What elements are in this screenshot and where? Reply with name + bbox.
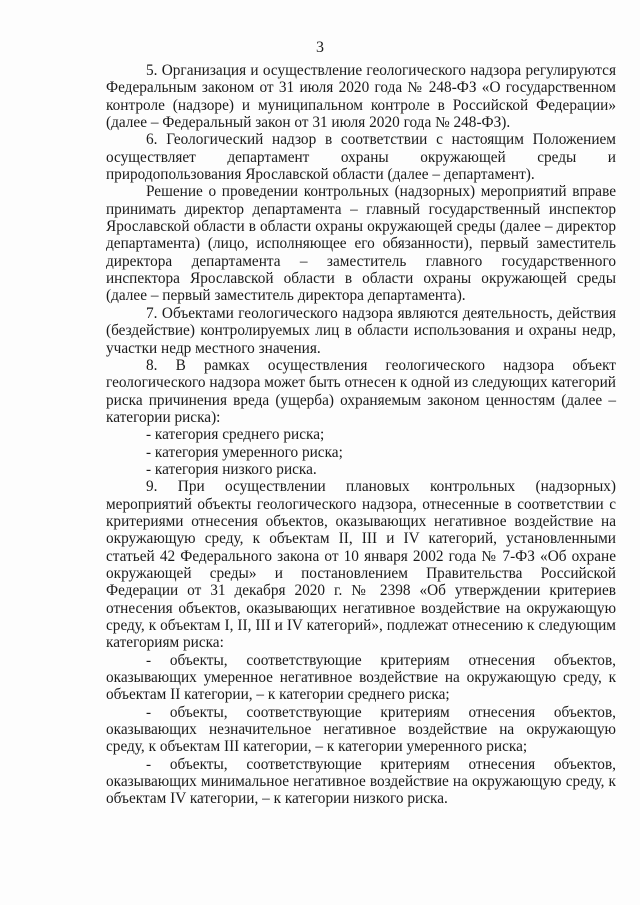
list-item: - категория умеренного риска; [146, 443, 343, 461]
list-item: - объекты, соответствующие критериям отнесения объектов, оказывающих минимальное негативное воздействие на окружающую среду, к объектам IV категории, – к категории низкого риска. [106, 755, 616, 808]
page-number: 3 [316, 39, 324, 56]
paragraph-6: 6. Геологический надзор в соответствии с настоящим Положением осуществляет департамент охраны окружающей среды и природопользования Ярославской области (далее – департамент). [106, 131, 616, 184]
list-item: - объекты, соответствующие критериям отнесения объектов, оказывающих умеренное негативное воздействие на окружающую среду, к объектам II категории, – к категории среднего риска; [106, 651, 616, 704]
paragraph-5: 5. Организация и осуществление геологического надзора регулируются Федеральным законом от 31 июля 2020 года № 248-ФЗ «О государственном контроле (надзоре) и муниципальном контроле в Российской Федерации» (далее – Федеральный закон от 31 июля 2020 года № 248-ФЗ). [106, 62, 616, 132]
paragraph-decision: Решение о проведении контрольных (надзорных) мероприятий вправе принимать директор департамента – главный государственный инспектор Ярославской области в области охраны окружающей среды (далее – директор департамента) (лицо, исполняющее его обязанности), первый заместитель директора департамента – заместитель главного государственного инспектора Ярославской области в области охраны окружающей среды (далее – первый заместитель директора департамента). [106, 183, 616, 305]
list-item: - категория среднего риска; [146, 426, 325, 444]
list-item: - категория низкого риска. [146, 460, 317, 478]
paragraph-7: 7. Объектами геологического надзора являются деятельность, действия (бездействие) контролируемых лиц в области использования и охраны недр, участки недр местного значения. [106, 304, 616, 357]
list-item: - объекты, соответствующие критериям отнесения объектов, оказывающих незначительное негативное воздействие на окружающую среду, к объектам III категории, – к категории умеренного риска; [106, 703, 616, 756]
paragraph-8: 8. В рамках осуществления геологического надзора объект геологического надзора может быть отнесен к одной из следующих категорий риска причинения вреда (ущерба) охраняемым законом ценностям (далее – категории риска): [106, 356, 616, 426]
paragraph-9: 9. При осуществлении плановых контрольных (надзорных) мероприятий объекты геологического надзора, отнесенные в соответствии с критериями отнесения объектов, оказывающих негативное воздействие на окружающую среду, к объектам II, III и IV категорий, установленными статьей 42 Федерального закона от 10 января 2002 года № 7-ФЗ «Об охране окружающей среды» и постановлением Правительства Российской Федерации от 31 декабря 2020 г. № 2398 «Об утверждении критериев отнесения объектов, оказывающих негативное воздействие на окружающую среду, к объектам I, II, III и IV категорий», подлежат отнесению к следующим категориям риска: [106, 478, 616, 652]
document-body [106, 62, 616, 808]
